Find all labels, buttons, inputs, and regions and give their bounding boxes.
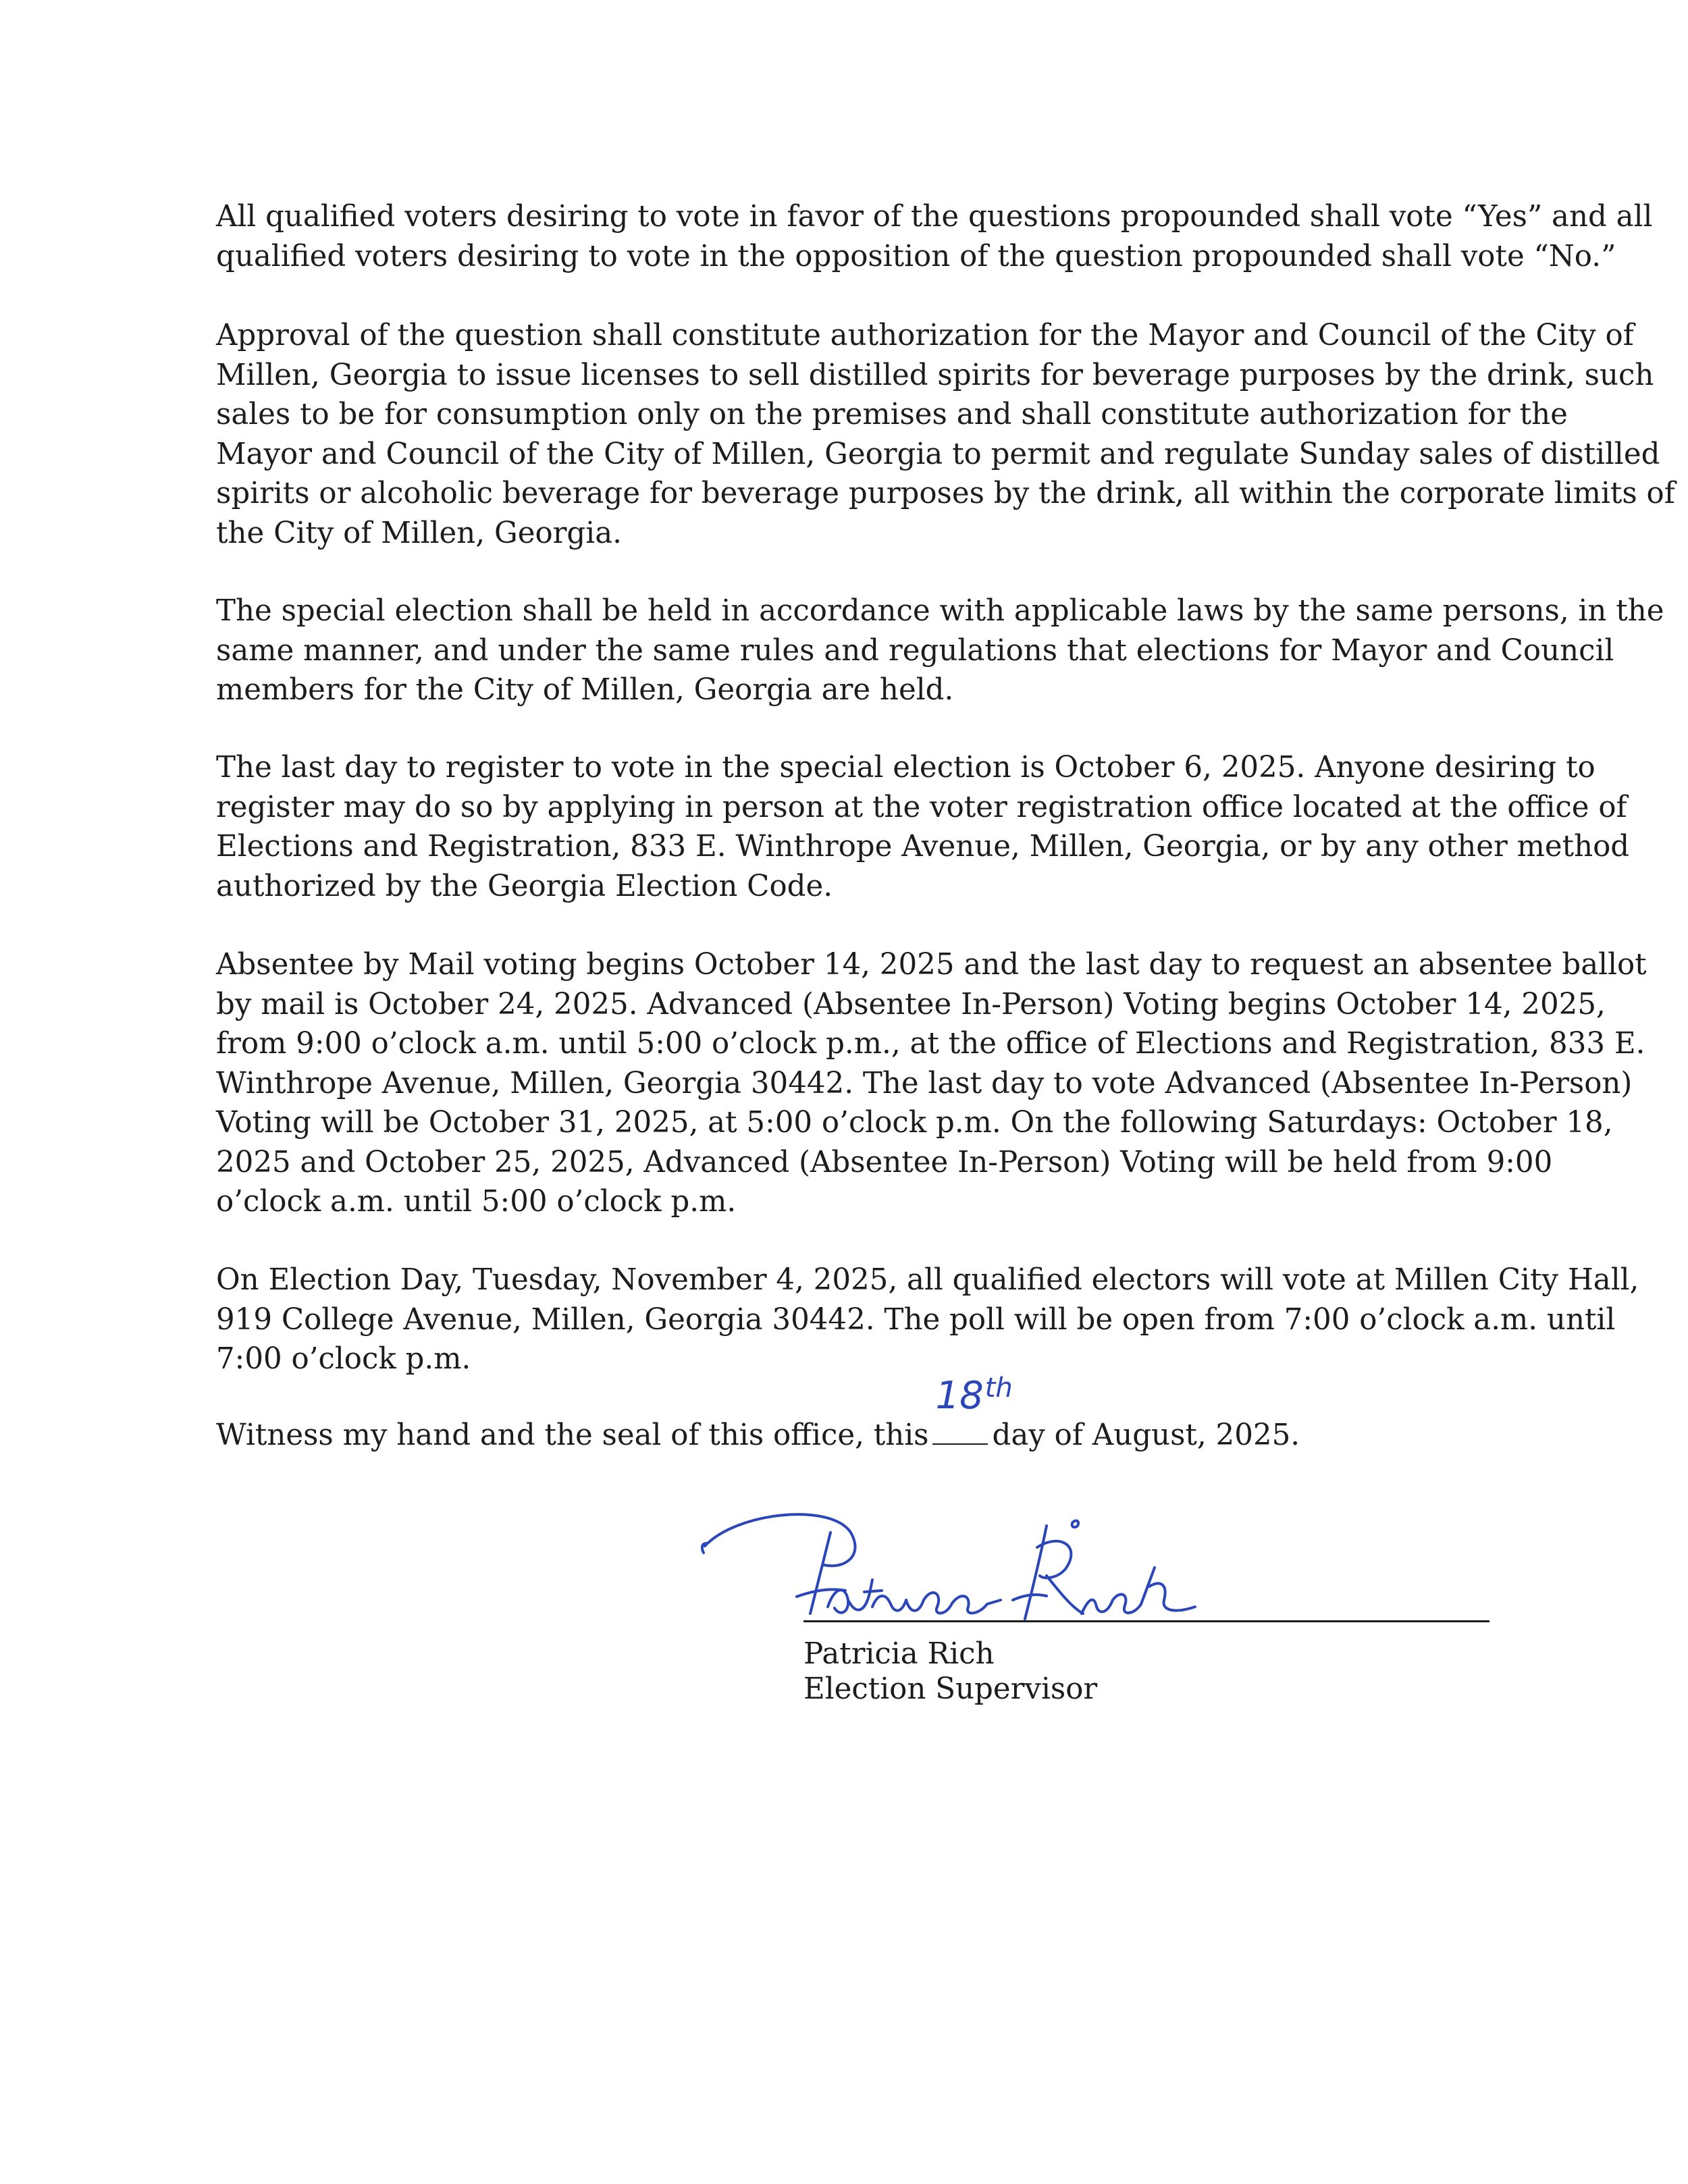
text-line: On Election Day, Tuesday, November 4, 2025, all qualified electors will vote at Millen City Hall, — [216, 1263, 1639, 1297]
paragraph-registration — [216, 748, 1630, 906]
text-line: o’clock a.m. until 5:00 o’clock p.m. — [216, 1185, 737, 1219]
text-line: All qualified voters desiring to vote in favor of the questions propounded shall vote “Yes” and all — [216, 200, 1653, 234]
signature-line — [803, 1620, 1489, 1622]
text-line: 2025 and October 25, 2025, Advanced (Absentee In-Person) Voting will be held from 9:00 — [216, 1145, 1553, 1179]
text-line: Elections and Registration, 833 E. Winthrope Avenue, Millen, Georgia, or by any other method — [216, 830, 1630, 863]
text-line: Voting will be October 31, 2025, at 5:00 o’clock p.m. On the following Saturdays: October 18, — [216, 1106, 1613, 1140]
text-line: Millen, Georgia to issue licenses to sell distilled spirits for beverage purposes by the drink, such — [216, 358, 1654, 392]
paragraph-election-day — [216, 1260, 1639, 1379]
text-line: Mayor and Council of the City of Millen, Georgia to permit and regulate Sunday sales of distilled — [216, 437, 1660, 471]
text-line: qualified voters desiring to vote in the opposition of the question propounded shall vote “No.” — [216, 239, 1616, 273]
text-line: sales to be for consumption only on the premises and shall constitute authorization for the — [216, 398, 1568, 431]
text-line: spirits or alcoholic beverage for beverage purposes by the drink, all within the corporate limits of — [216, 477, 1675, 510]
text-line: Absentee by Mail voting begins October 14, 2025 and the last day to request an absentee ballot — [216, 948, 1647, 982]
paragraph-approval — [216, 316, 1675, 553]
text-line: the City of Millen, Georgia. — [216, 516, 622, 550]
text-line: Winthrope Avenue, Millen, Georgia 30442. The last day to vote Advanced (Absentee In-Person) — [216, 1066, 1633, 1100]
paragraph-special-election — [216, 591, 1664, 710]
text-line: authorized by the Georgia Election Code. — [216, 869, 833, 903]
text-line: The last day to register to vote in the special election is October 6, 2025. Anyone desiring to — [216, 751, 1595, 784]
paragraph-absentee-voting — [216, 945, 1647, 1222]
text-line: Approval of the question shall constitute authorization for the Mayor and Council of the City of — [216, 319, 1634, 352]
signer-name: Patricia Rich — [803, 1637, 995, 1671]
paragraph-voting-instructions — [216, 197, 1653, 276]
text-line: from 9:00 o’clock a.m. until 5:00 o’clock p.m., at the office of Elections and Registration, 833 E. — [216, 1027, 1645, 1061]
signer-title: Election Supervisor — [803, 1672, 1098, 1706]
text-line: register may do so by applying in person at the voter registration office located at the office of — [216, 790, 1627, 824]
signature-area — [695, 1506, 1506, 1641]
witness-line — [216, 1373, 1499, 1456]
text-line: 919 College Avenue, Millen, Georgia 30442. The poll will be open from 7:00 o’clock a.m. until — [216, 1302, 1616, 1337]
text-line: by mail is October 24, 2025. Advanced (Absentee In-Person) Voting begins October 14, 2025, — [216, 987, 1606, 1021]
handwritten-day-number: 18 — [935, 1374, 984, 1418]
witness-prefix: Witness my hand and the seal of this office, this — [216, 1418, 929, 1452]
paragraph-witness — [216, 1373, 1499, 1456]
witness-suffix: day of August, 2025. — [992, 1418, 1300, 1452]
handwritten-day-suffix: th — [984, 1373, 1013, 1404]
text-line: The special election shall be held in accordance with applicable laws by the same persons, in the — [216, 594, 1664, 628]
signer-block — [803, 1636, 1097, 1707]
text-line: 7:00 o’clock p.m. — [216, 1342, 471, 1376]
text-line: members for the City of Millen, Georgia are held. — [216, 673, 954, 707]
day-blank — [932, 1373, 1013, 1445]
handwritten-day — [935, 1373, 1013, 1418]
text-line: same manner, and under the same rules and regulations that elections for Mayor and Council — [216, 633, 1614, 668]
